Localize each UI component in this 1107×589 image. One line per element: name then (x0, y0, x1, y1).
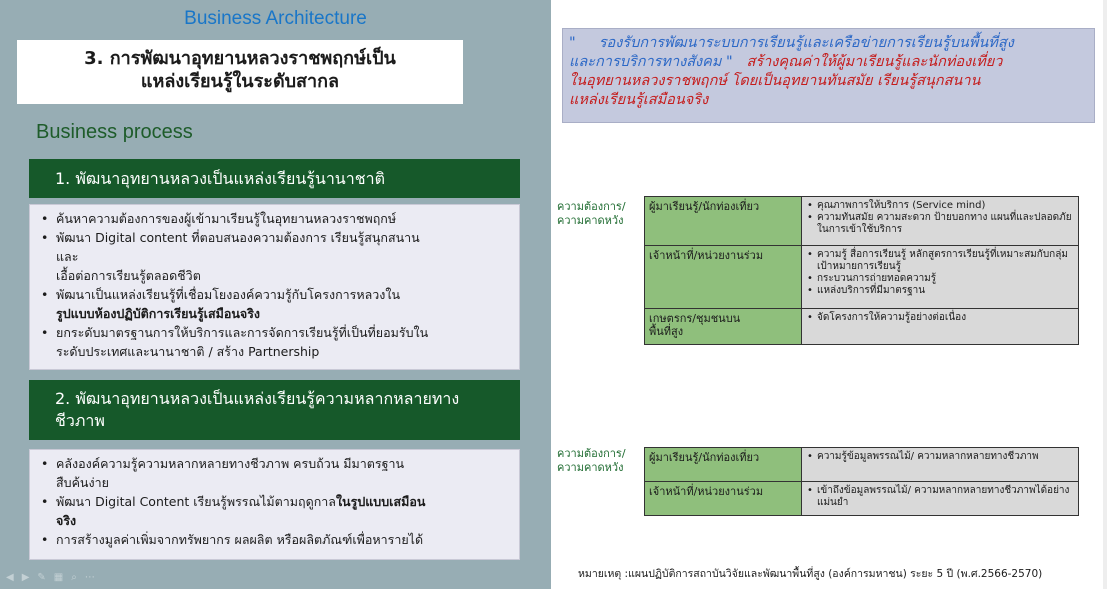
right-edge-divider (1103, 0, 1107, 589)
list-item: • ยกระดับมาตรฐานการให้บริการและการจัดการเรียนรู้ที่เป็นที่ยอมรับใน ระดับประเทศและนานาชาติ / สร้าง Partnership (40, 323, 509, 361)
more-icon[interactable]: ⋯ (84, 572, 95, 583)
list-item: • คลังองค์ความรู้ความหลากหลายทางชีวภาพ ครบถ้วน มีมาตรฐาน สืบค้นง่าย (40, 454, 509, 492)
table-cell: ผู้มาเรียนรู้/นักท่องเที่ยว (645, 197, 802, 246)
grid-icon[interactable]: ▦ (53, 572, 64, 583)
quote-mark-open: " (569, 35, 576, 51)
business-process-title: Business process (36, 121, 193, 143)
list-item: • การสร้างมูลค่าเพิ่มจากทรัพยากร ผลผลิต หรือผลิตภัณฑ์เพื่อหารายได้ (40, 530, 509, 549)
list-item: • ค้นหาความต้องการของผู้เข้ามาเรียนรู้ในอุทยานหลวงราชพฤกษ์ (40, 209, 509, 228)
footnote: หมายเหตุ :แผนปฏิบัติการสถาบันวิจัยและพัฒนาพื้นที่สูง (องค์การมหาชน) ระยะ 5 ปี (พ.ศ.2566-2570) (578, 568, 1043, 580)
main-title-line-1: 3. การพัฒนาอุทยานหลวงราชพฤกษ์เป็น (84, 48, 396, 69)
table-cell: • คุณภาพการให้บริการ (Service mind) • ความทันสมัย ความสะดวก ป้ายบอกทาง แผนที่และปลอดภัยในการเข้าใช้บริการ (802, 197, 1079, 246)
list-item: • พัฒนาเป็นแหล่งเรียนรู้ที่เชื่อมโยงองค์ความรู้กับโครงการหลวงใน รูปแบบห้องปฏิบัติการเรียนรู้เสมือนจริง (40, 285, 509, 323)
table-cell: • ความรู้ข้อมูลพรรณไม้/ ความหลากหลายทางชีวภาพ (802, 448, 1079, 482)
slide-controls (6, 572, 95, 583)
table-cell: • ความรู้ สื่อการเรียนรู้ หลักสูตรการเรียนรู้ที่เหมาะสมกับกลุ่มเป้าหมายการเรียนรู้ • กระบวนการถ่ายทอดความรู้ • แหล่งบริการที่มีมาตรฐาน (802, 246, 1079, 309)
vision-quote-box (562, 28, 1095, 123)
quote-mark-close: " (726, 54, 733, 70)
quote-red-3: แหล่งเรียนรู้เสมือนจริง (569, 92, 709, 108)
table-row (645, 448, 1079, 482)
quote-red-2: ในอุทยานหลวงราชพฤกษ์ โดยเป็นอุทยานทันสมัย เรียนรู้สนุกสนาน (569, 73, 981, 89)
left-panel (0, 0, 551, 589)
prev-icon[interactable]: ◀ (6, 572, 14, 583)
expectation-table-1 (644, 196, 1079, 345)
table-cell: ผู้มาเรียนรู้/นักท่องเที่ยว (645, 448, 802, 482)
table-cell: • เข้าถึงข้อมูลพรรณไม้/ ความหลากหลายทางชีวภาพได้อย่างแม่นยำ (802, 482, 1079, 516)
main-title-line-2: แหล่งเรียนรู้ในระดับสากล (140, 71, 340, 92)
zoom-icon[interactable]: ⌕ (71, 572, 77, 583)
table-cell: • จัดโครงการให้ความรู้อย่างต่อเนื่อง (802, 309, 1079, 345)
table-cell: เจ้าหน้าที่/หน่วยงานร่วม (645, 246, 802, 309)
table-row (645, 246, 1079, 309)
quote-blue-2: และการบริการทางสังคม (569, 54, 722, 70)
table-cell: เกษตรกร/ชุมชนบน พื้นที่สูง (645, 309, 802, 345)
table-cell: เจ้าหน้าที่/หน่วยงานร่วม (645, 482, 802, 516)
expectation-table-2 (644, 447, 1079, 516)
table-2-side-label: ความต้องการ/ ความคาดหวัง (557, 447, 626, 474)
table-row (645, 197, 1079, 246)
section-2-heading: 2. พัฒนาอุทยานหลวงเป็นแหล่งเรียนรู้ความหลากหลายทาง ชีวภาพ (29, 380, 520, 440)
table-1-side-label: ความต้องการ/ ความคาดหวัง (557, 200, 626, 227)
pen-icon[interactable]: ✎ (37, 572, 46, 583)
main-title (17, 40, 463, 104)
list-item: • พัฒนา Digital content ที่ตอบสนองความต้องการ เรียนรู้สนุกสนาน และ เอื้อต่อการเรียนรู้ตลอดชีวิต (40, 228, 509, 285)
section-2-list (29, 449, 520, 560)
business-architecture-title: Business Architecture (184, 8, 367, 29)
table-row (645, 482, 1079, 516)
section-1-list (29, 204, 520, 370)
next-icon[interactable]: ▶ (21, 572, 30, 583)
quote-red-1: สร้างคุณค่าให้ผู้มาเรียนรู้และนักท่องเที่ยว (746, 54, 1003, 70)
list-item: • พัฒนา Digital Content เรียนรู้พรรณไม้ตามฤดูกาลในรูปแบบเสมือน จริง (40, 492, 509, 530)
table-row (645, 309, 1079, 345)
quote-blue-1: รองรับการพัฒนาระบบการเรียนรู้และเครือข่ายการเรียนรู้บนพื้นที่สูง (598, 35, 1014, 51)
section-1-heading: 1. พัฒนาอุทยานหลวงเป็นแหล่งเรียนรู้นานาชาติ (29, 159, 520, 198)
